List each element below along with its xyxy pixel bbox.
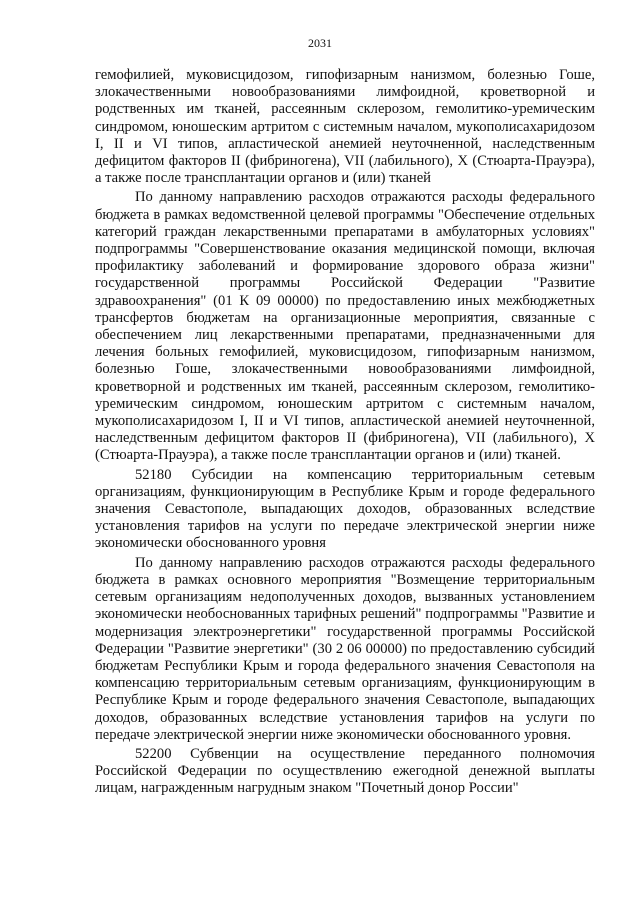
paragraph-expenditure-description-2: По данному направлению расходов отражаются расходы федерального бюджета в рамках основного мероприятия "Возмещение территориальным сетевым организациям недополученных доходов, вызванных установлением экономически необоснованных тарифных решений" подпрограммы "Развитие и модернизация электроэнергетики" государственной программы Российской Федерации "Развитие энергетики" (30 2 06 00000) по предоставлению субсидий бюджетам Республики Крым и города федерального значения Севастополя на компенсацию территориальным сетевым организациям, функционирующим в Республике Крым и городе федерального значения Севастополе, выпадающих доходов, образованных вследствие установления тарифов на услуги по передаче электрической энергии ниже экономически обоснованного уровня. <box>95 554 595 743</box>
paragraph-code-52180: 52180 Субсидии на компенсацию территориальным сетевым организациям, функционирующим в Республике Крым и городе федерального значения Севастополе, выпадающих доходов, образованных вследствие установления тарифов на услуги по передаче электрической энергии ниже экономически обоснованного уровня <box>95 466 595 552</box>
paragraph-code-52200: 52200 Субвенции на осуществление переданного полномочия Российской Федерации по осуществлению ежегодной денежной выплаты лицам, награжденным нагрудным знаком "Почетный донор России" <box>95 745 595 797</box>
page-number: 2031 <box>308 36 332 50</box>
document-body <box>95 67 595 798</box>
paragraph-continuation: гемофилией, муковисцидозом, гипофизарным нанизмом, болезнью Гоше, злокачественными новообразованиями лимфоидной, кроветворной и родственных им тканей, рассеянным склерозом, гемолитико-уремическим синдромом, юношеским артритом с системным началом, мукополисахаридозом I, II и VI типов, апластической анемией неуточненной, наследственным дефицитом факторов II (фибриногена), VII (лабильного), X (Стюарта-Прауэра), а также после трансплантации органов и (или) тканей <box>95 67 595 187</box>
paragraph-expenditure-description-1: По данному направлению расходов отражаются расходы федерального бюджета в рамках ведомственной целевой программы "Обеспечение отдельных категорий граждан лекарственными препаратами в амбулаторных условиях" подпрограммы "Совершенствование оказания медицинской помощи, включая профилактику заболеваний и формирование здорового образа жизни" государственной программы Российской Федерации "Развитие здравоохранения" (01 К 09 00000) по предоставлению иных межбюджетных трансфертов бюджетам на организационные мероприятия, связанные с обеспечением лиц лекарственными препаратами, предназначенными для лечения больных гемофилией, муковисцидозом, гипофизарным нанизмом, болезнью Гоше, злокачественными новообразованиями лимфоидной, кроветворной и родственных им тканей, рассеянным склерозом, гемолитико-уремическим синдромом, юношеским артритом с системным началом, мукополисахаридозом I, II и VI типов, апластической анемией неуточненной, наследственным дефицитом факторов II (фибриногена), VII (лабильного), X (Стюарта-Прауэра), а также после трансплантации органов и (или) тканей. <box>95 189 595 464</box>
